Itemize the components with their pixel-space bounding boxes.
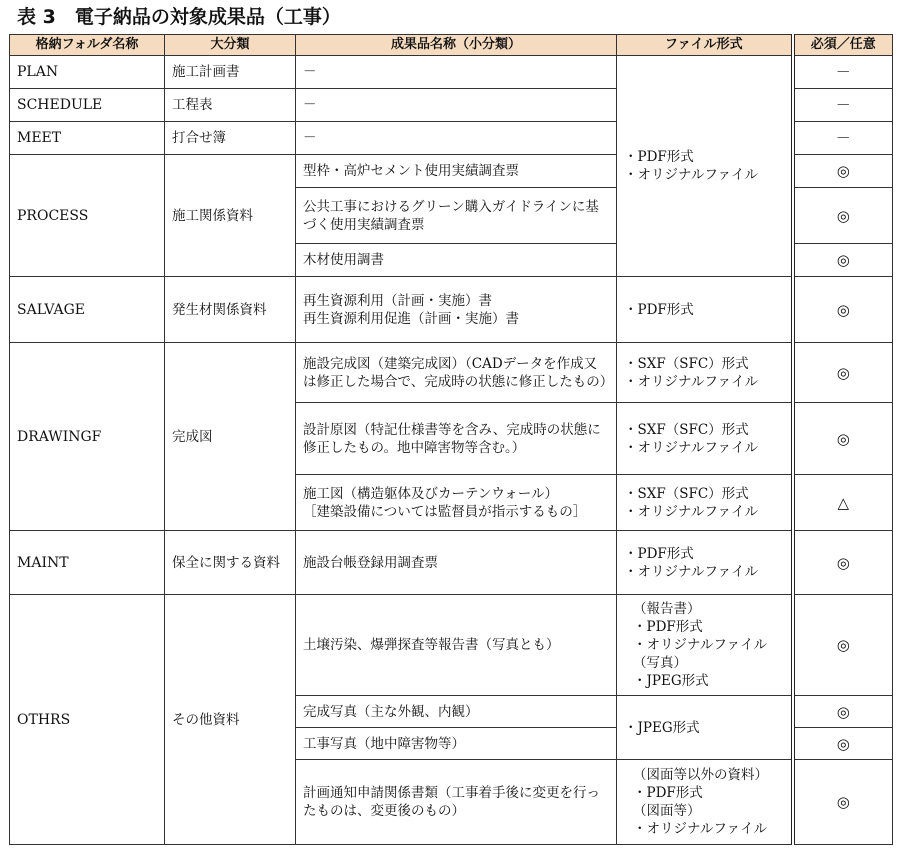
format-line: ・オリジナルファイル xyxy=(624,439,759,456)
table-row xyxy=(10,277,893,343)
header-item: 成果品名称（小分類） xyxy=(296,35,617,56)
category-cell: 完成図 xyxy=(165,343,296,531)
format-line: ・PDF形式 xyxy=(624,545,694,562)
required-mark: ◎ xyxy=(793,155,893,188)
format-cell xyxy=(617,277,793,343)
deliverables-table xyxy=(9,34,893,845)
item-cell: 完成写真（主な外観、内観） xyxy=(296,696,617,728)
required-mark: ◎ xyxy=(793,696,893,728)
category-cell: 工程表 xyxy=(165,89,296,122)
item-cell: 設計原図（特記仕様書等を含み、完成時の状態に修正したもの。地中障害物等含む。） xyxy=(296,403,617,475)
required-mark: ◎ xyxy=(793,595,893,696)
item-cell: 土壌汚染、爆弾探査等報告書（写真とも） xyxy=(296,595,617,696)
format-line: ・JPEG形式 xyxy=(624,719,700,736)
folder-cell: SALVAGE xyxy=(10,277,165,343)
category-cell: 打合せ簿 xyxy=(165,122,296,155)
table-row xyxy=(10,531,893,595)
format-line: ・オリジナルファイル xyxy=(624,167,759,183)
format-line: ・オリジナルファイル xyxy=(624,503,759,520)
format-line: ・PDF形式 xyxy=(633,619,703,635)
format-cell xyxy=(617,760,793,845)
format-cell xyxy=(617,403,793,475)
format-line: （図面等以外の資料） xyxy=(633,767,768,783)
format-line: ・SXF（SFC）形式 xyxy=(624,355,749,372)
item-line: ［建築設備については監督員が指示するもの］ xyxy=(303,503,587,520)
required-mark: ◎ xyxy=(793,343,893,403)
category-cell: 施工関係資料 xyxy=(165,155,296,277)
format-cell xyxy=(617,531,793,595)
header-folder: 格納フォルダ名称 xyxy=(10,35,165,56)
format-line: （報告書） xyxy=(633,601,701,617)
folder-cell: MEET xyxy=(10,122,165,155)
folder-cell: PROCESS xyxy=(10,155,165,277)
format-line: ・SXF（SFC）形式 xyxy=(624,485,749,502)
format-line: ・オリジナルファイル xyxy=(624,373,759,390)
item-cell: － xyxy=(296,56,617,89)
table-row xyxy=(10,56,893,89)
folder-cell: MAINT xyxy=(10,531,165,595)
item-cell: 公共工事におけるグリーン購入ガイドラインに基づく使用実績調査票 xyxy=(296,188,617,244)
format-cell xyxy=(617,343,793,403)
folder-cell: OTHRS xyxy=(10,595,165,845)
format-line: （図面等） xyxy=(633,803,701,819)
category-cell: その他資料 xyxy=(165,595,296,845)
item-cell: 施設台帳登録用調査票 xyxy=(296,531,617,595)
format-line: ・PDF形式 xyxy=(633,785,703,801)
format-cell xyxy=(617,56,793,277)
required-mark: ◎ xyxy=(793,188,893,244)
category-cell: 発生材関係資料 xyxy=(165,277,296,343)
header-row xyxy=(10,35,893,56)
required-mark: － xyxy=(793,56,893,89)
header-required: 必須／任意 xyxy=(793,35,893,56)
required-mark: ◎ xyxy=(793,760,893,845)
required-mark: △ xyxy=(793,475,893,531)
folder-cell: PLAN xyxy=(10,56,165,89)
category-cell: 保全に関する資料 xyxy=(165,531,296,595)
required-mark: ◎ xyxy=(793,244,893,277)
format-line: ・PDF形式 xyxy=(624,149,694,165)
required-mark: ◎ xyxy=(793,728,893,760)
format-line: （写真） xyxy=(633,655,687,671)
required-mark: ◎ xyxy=(793,531,893,595)
category-cell: 施工計画書 xyxy=(165,56,296,89)
format-line: ・SXF（SFC）形式 xyxy=(624,421,749,438)
item-cell: 計画通知申請関係書類（工事着手後に変更を行ったものは、変更後のもの） xyxy=(296,760,617,845)
folder-cell: DRAWINGF xyxy=(10,343,165,531)
header-format: ファイル形式 xyxy=(617,35,793,56)
item-cell: － xyxy=(296,122,617,155)
required-mark: ◎ xyxy=(793,403,893,475)
format-line: ・オリジナルファイル xyxy=(633,637,768,653)
item-cell: 工事写真（地中障害物等） xyxy=(296,728,617,760)
folder-cell: SCHEDULE xyxy=(10,89,165,122)
item-cell: 型枠・高炉セメント使用実績調査票 xyxy=(296,155,617,188)
table-row xyxy=(10,343,893,403)
item-cell: 施設完成図（建築完成図）（CADデータを作成又は修正した場合で、完成時の状態に修正したもの） xyxy=(296,343,617,403)
table-title: 表 3 電子納品の対象成果品（工事） xyxy=(17,6,341,28)
item-line: 施工図（構造躯体及びカーテンウォール） xyxy=(303,485,559,502)
format-line: ・PDF形式 xyxy=(624,301,694,318)
format-cell xyxy=(617,696,793,760)
item-cell: 木材使用調書 xyxy=(296,244,617,277)
format-cell xyxy=(617,595,793,696)
item-cell xyxy=(296,475,617,531)
item-line: 再生資源利用（計画・実施）書 xyxy=(303,292,492,309)
item-cell xyxy=(296,277,617,343)
format-line: ・オリジナルファイル xyxy=(624,563,759,580)
format-cell xyxy=(617,475,793,531)
required-mark: － xyxy=(793,122,893,155)
table-row xyxy=(10,595,893,696)
header-category: 大分類 xyxy=(165,35,296,56)
item-cell: － xyxy=(296,89,617,122)
required-mark: ◎ xyxy=(793,277,893,343)
item-line: 再生資源利用促進（計画・実施）書 xyxy=(303,310,519,327)
format-line: ・オリジナルファイル xyxy=(633,821,768,837)
format-line: ・JPEG形式 xyxy=(633,673,709,689)
required-mark: － xyxy=(793,89,893,122)
